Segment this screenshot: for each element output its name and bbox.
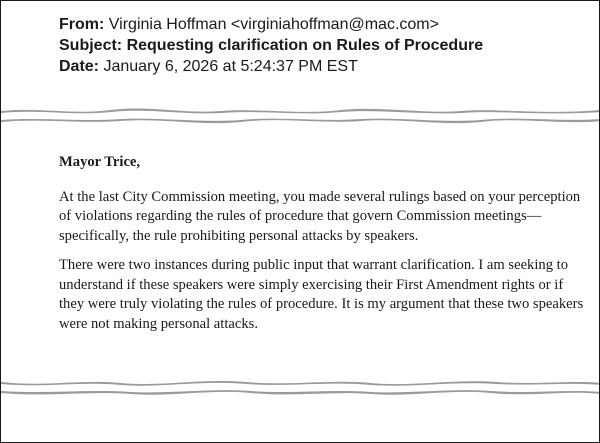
torn-edge-bottom	[1, 371, 600, 401]
from-row	[59, 14, 483, 35]
letter-body	[59, 153, 584, 344]
paragraph-1: At the last City Commission meeting, you made several rulings based on your perception of violations regarding the rules of procedure that govern Commission meetings—specifically, the rule prohibiting personal attacks by speakers.	[59, 188, 581, 244]
from-label: From:	[59, 16, 105, 33]
email-header	[59, 14, 483, 77]
salutation: Mayor Trice,	[59, 154, 141, 170]
torn-edge-top	[1, 99, 600, 129]
date-row	[59, 56, 483, 77]
paragraph-2: There were two instances during public input that warrant clarification. I am seeking to understand if these speakers were simply exercising their First Amendment rights or if they were truly violating the rules of procedure. It is my argument that these two speakers were not making personal attacks.	[59, 257, 584, 332]
subject-label: Subject:	[59, 37, 123, 54]
from-value: Virginia Hoffman <virginiahoffman@mac.com>	[108, 16, 439, 33]
date-value: January 6, 2026 at 5:24:37 PM EST	[103, 58, 358, 75]
subject-value: Requesting clarification on Rules of Procedure	[126, 37, 484, 54]
subject-row	[59, 35, 483, 56]
date-label: Date:	[59, 58, 100, 75]
